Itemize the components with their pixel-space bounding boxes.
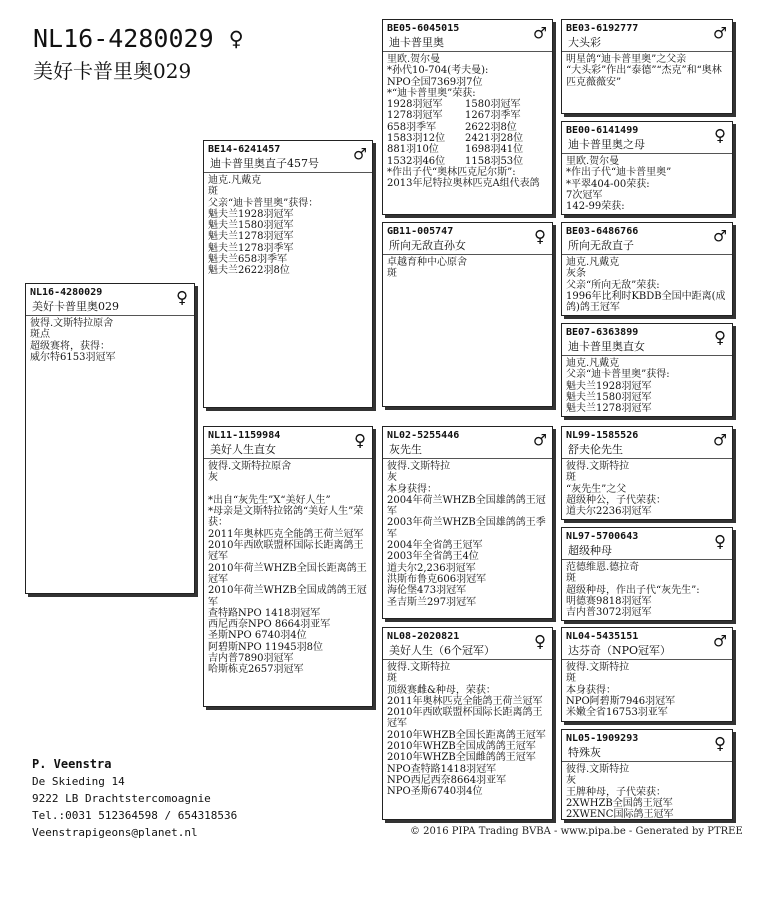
card-body [204, 459, 372, 678]
info-line: 威尔特6153羽冠军 [30, 351, 116, 363]
male-symbol-icon: ♂ [713, 629, 726, 653]
page-title-ring: NL16-4280029 ♀ [33, 24, 244, 53]
card-header [204, 427, 372, 459]
info-line: 西尼西奈NPO 8664羽亚军 [208, 619, 331, 631]
card-header [562, 324, 732, 356]
male-symbol-icon: ♂ [353, 142, 366, 166]
info-line: 洪斯布鲁克606羽冠军 [387, 573, 487, 585]
breeder-phone: Tel.:0031 512364598 / 654318536 [32, 809, 238, 822]
info-line: 2XWHZB全国鸽王冠军 [566, 797, 673, 809]
female-symbol-icon: ♀ [713, 325, 726, 349]
breeder-city: 9222 LB Drachtstercomoagnie [32, 792, 211, 805]
result-row [387, 99, 548, 110]
info-line: 吉内普3072羽冠军 [566, 607, 652, 619]
info-line: 2010年WHZB全国长距离鸽王冠军 [387, 729, 546, 741]
info-line: NPO全国7369羽7位 [387, 76, 483, 88]
pigeon-name: 舒夫伦先生 [568, 443, 623, 456]
info-line: 2003年全省鸽王4位 [387, 551, 479, 563]
info-line: 圣吉斯兰297羽冠军 [387, 596, 477, 608]
info-line: 彼得.文斯特拉原舍 [208, 461, 292, 472]
male-symbol-icon: ♂ [533, 21, 546, 45]
info-line: 斑 [387, 268, 397, 280]
breeder-name: P. Veenstra [32, 757, 112, 771]
footer-credit: © 2016 PIPA Trading BVBA - www.pipa.be - Generated by PTREE [410, 826, 743, 837]
card-body [562, 356, 732, 416]
info-line: 彼得.文斯特拉 [387, 461, 451, 472]
pigeon-name: 达芬奇（NPO冠军） [568, 644, 672, 657]
info-line: 2011年奥林匹克全能鸽王荷兰冠军 [387, 695, 543, 707]
info-line: 米嫩全省16753羽亚军 [566, 707, 668, 719]
info-line: 1996年比利时KBDB全国中距离(成鸽)鸽王冠军 [566, 290, 726, 314]
info-line: 迪克.凡戴克 [566, 257, 620, 268]
info-line: 彼得.文斯特拉 [566, 461, 630, 472]
info-line: 王牌种母，子代荣获： [566, 786, 666, 798]
info-line: 2XWENC国际鸽王冠军 [566, 809, 674, 820]
card-body [562, 459, 732, 519]
info-line: 里欧.贺尔曼 [566, 156, 620, 167]
info-line: 2004年全省鸽王冠军 [387, 540, 483, 552]
card-body [383, 255, 552, 282]
pedigree-card-sire-dam-sire[interactable] [561, 222, 733, 316]
info-line: 2004年荷兰WHZB全国雄鸽鸽王冠军 [387, 494, 546, 518]
info-line: 查特路NPO 1418羽冠军 [208, 607, 321, 619]
male-symbol-icon: ♂ [713, 224, 726, 248]
info-line: 魁夫兰1928羽冠军 [566, 380, 652, 392]
pigeon-name: 灰先生 [389, 443, 422, 456]
info-line: 哈斯栋克2657羽冠军 [208, 664, 304, 676]
info-line: 阿碧斯NPO 11945羽8位 [208, 641, 324, 653]
breeder-info [32, 756, 237, 841]
result-cell: 1928羽冠军 [387, 99, 443, 111]
info-line: 范德维恩.德拉奇 [566, 562, 640, 573]
card-body [562, 52, 732, 90]
pedigree-card-dam-dam-dam[interactable] [561, 729, 733, 820]
pedigree-card-sire[interactable] [203, 140, 373, 408]
info-line: 道夫尔2236羽冠军 [566, 506, 652, 518]
card-header [562, 730, 732, 762]
result-row [387, 133, 548, 144]
info-line: 超级种母，作出子代“灰先生”: [566, 584, 700, 596]
pigeon-name: 大头彩 [568, 36, 601, 49]
ring-number: NL08-2020821 [387, 631, 460, 642]
pigeon-name: 美好人生（6个冠军） [389, 644, 495, 657]
ring-number: NL11-1159984 [208, 430, 281, 441]
card-body [26, 316, 194, 365]
info-line: 魁夫兰1278羽冠军 [566, 403, 652, 415]
info-line: *作出子代“奥林匹克尼尔斯”: [387, 166, 516, 178]
pedigree-card-dam-sire[interactable] [382, 426, 553, 619]
info-line: *作出子代“迪卡普里奥” [566, 167, 672, 179]
male-symbol-icon: ♂ [533, 428, 546, 452]
pedigree-card-sire-sire[interactable] [382, 19, 553, 215]
info-line: 2010年西欧联盟杯国际长距离鸽王冠军 [208, 540, 364, 563]
pedigree-card-sire-sire-dam[interactable] [561, 121, 733, 215]
info-line: 明德赛9818羽冠军 [566, 595, 652, 607]
info-line: *“迪卡普里奥”荣获: [387, 87, 476, 99]
pigeon-name: 美好人生直女 [210, 443, 276, 456]
result-cell: 1278羽冠军 [387, 110, 443, 122]
info-line: 斑 [566, 573, 576, 585]
result-row [387, 110, 548, 121]
info-line: 父亲“所向无敌”荣获: [566, 279, 660, 291]
ring-number: NL05-1909293 [566, 733, 639, 744]
info-line: 本身获得： [387, 483, 437, 495]
info-line: 彼得.文斯特拉 [566, 662, 630, 673]
result-row [387, 144, 548, 155]
result-cell: 1580羽冠军 [465, 99, 521, 111]
pigeon-name: 迪卡普里奥 [389, 36, 444, 49]
pigeon-name: 所向无敌直孙女 [389, 239, 466, 252]
card-body [204, 173, 372, 279]
info-line: 本身获得： [566, 684, 616, 696]
info-line: 斑 [208, 186, 218, 198]
result-cell: 1158羽53位 [465, 155, 524, 167]
info-line: 斑 [566, 472, 576, 484]
info-line: “大头彩”作出“泰德”“杰克”和“奥林匹克薇薇安” [566, 65, 722, 88]
result-cell: 2421羽28位 [465, 133, 524, 145]
pedigree-card-sire-sire-sire[interactable] [561, 19, 733, 114]
pigeon-name: 所向无敌直子 [568, 239, 634, 252]
result-row [387, 156, 548, 167]
info-line: 魁夫兰2622羽8位 [208, 265, 290, 277]
card-header [383, 223, 552, 255]
info-line: 魁夫兰658羽季军 [208, 254, 288, 266]
card-header [383, 628, 552, 660]
female-symbol-icon: ♀ [175, 285, 188, 309]
card-body [383, 660, 552, 800]
pigeon-name: 迪卡普里奥之母 [568, 138, 645, 151]
card-header [562, 223, 732, 255]
female-symbol-icon: ♀ [533, 224, 546, 248]
ring-number: NL04-5435151 [566, 631, 639, 642]
result-row [387, 122, 548, 133]
card-body [562, 255, 732, 315]
info-line: 2010年荷兰WHZB全国成鸽鸽王冠军 [208, 585, 367, 608]
info-line: 灰 [566, 775, 576, 787]
card-header [204, 141, 372, 173]
card-header [383, 20, 552, 52]
card-header [383, 427, 552, 459]
info-line: 父亲“迪卡普里奥”获得： [208, 197, 319, 209]
card-header [562, 122, 732, 154]
info-line: 顶级赛雌&种母，荣获： [387, 684, 496, 696]
ring-number: BE03-6192777 [566, 23, 639, 34]
info-line: 道夫尔2,236羽冠军 [387, 562, 476, 574]
card-header [26, 284, 194, 316]
result-cell: 2622羽8位 [465, 121, 517, 133]
result-cell: 658羽季军 [387, 121, 437, 133]
pedigree-card-dam-sire-sire[interactable] [561, 426, 733, 520]
card-body [562, 762, 732, 820]
info-line: 魁夫兰1928羽冠军 [208, 208, 294, 220]
female-symbol-icon: ♀ [713, 123, 726, 147]
info-line: 海伦堡473羽冠军 [387, 585, 467, 597]
female-symbol-icon: ♀ [713, 529, 726, 553]
card-header [562, 427, 732, 459]
info-line: 超级赛将，获得： [30, 340, 110, 352]
breeder-email[interactable]: Veenstrapigeons@planet.nl [32, 826, 198, 839]
info-line: 灰条 [566, 268, 586, 280]
info-line: 圣斯NPO 6740羽4位 [208, 630, 307, 642]
result-cell: 1698羽41位 [465, 144, 524, 156]
info-line: NPO圣斯6740羽4位 [387, 786, 483, 798]
info-line: 迪克.凡戴克 [208, 175, 262, 186]
female-symbol-icon: ♀ [713, 731, 726, 755]
info-line: “灰先生”之父 [566, 483, 627, 495]
info-line: 迪克.凡戴克 [566, 358, 620, 369]
pedigree-card-dam[interactable] [203, 426, 373, 707]
breeder-address: De Skieding 14 [32, 775, 125, 788]
info-line: 吉内普7890羽冠军 [208, 653, 294, 665]
pigeon-name: 超级种母 [568, 544, 612, 557]
pedigree-card-dam-sire-dam[interactable] [561, 527, 733, 621]
info-line: 斑 [566, 673, 576, 685]
card-header [562, 20, 732, 52]
info-line: 彼得.文斯特拉 [387, 662, 451, 673]
info-line: 魁夫兰1278羽季军 [208, 242, 294, 254]
result-cell: 1583羽12位 [387, 133, 446, 145]
info-line: 里欧.贺尔曼 [387, 54, 441, 65]
result-cell: 1267羽季军 [465, 110, 521, 122]
ring-number: BE14-6241457 [208, 144, 281, 155]
card-header [562, 528, 732, 560]
info-line: 2013年尼特拉奥林匹克A组代表鸽 [387, 178, 540, 190]
info-line: 魁夫兰1580羽冠军 [566, 391, 652, 403]
info-line: 魁夫兰1580羽冠军 [208, 220, 294, 232]
ring-number: GB11-005747 [387, 226, 454, 237]
info-line: NPO西尼西奈8664羽亚军 [387, 774, 507, 786]
info-line: 142-99荣获: [566, 201, 625, 213]
info-line: 斑点 [30, 329, 50, 341]
info-line: 卓越育种中心原舍 [387, 257, 467, 268]
info-line: 明星鸽“迪卡普里奥”之父亲 [566, 54, 687, 65]
info-line: 父亲“迪卡普里奥”获得: [566, 369, 670, 381]
female-symbol-icon: ♀ [353, 428, 366, 452]
pedigree-card-sire-dam-dam[interactable] [561, 323, 733, 417]
pigeon-name: 迪卡普里奥直子457号 [210, 157, 319, 170]
ring-number: BE00-6141499 [566, 125, 639, 136]
ring-number: NL16-4280029 [30, 287, 103, 298]
female-symbol-icon: ♀ [533, 629, 546, 653]
info-line: 斑 [387, 673, 397, 685]
female-symbol-icon: ♀ [228, 24, 244, 53]
ring-number: NL02-5255446 [387, 430, 460, 441]
pedigree-card-sire-dam[interactable] [382, 222, 553, 407]
info-line: 魁夫兰1278羽冠军 [208, 231, 294, 243]
info-line [208, 484, 368, 495]
info-line: *出自“灰先生”X“美好人生” [208, 494, 331, 506]
pigeon-name: 特殊灰 [568, 746, 601, 759]
ring-number: BE07-6363899 [566, 327, 639, 338]
male-symbol-icon: ♂ [713, 21, 726, 45]
info-line: 7次冠军 [566, 189, 603, 201]
info-line: *母亲是文斯特拉铭鸽“美好人生”荣获： [208, 506, 364, 529]
info-line: 灰 [387, 472, 397, 484]
info-line: 2011年奥林匹克全能鸽王荷兰冠军 [208, 528, 364, 540]
info-line: NPO查特路1418羽冠军 [387, 763, 497, 775]
info-line: 2010年WHZB全国成鸽鸽王冠军 [387, 741, 536, 753]
card-body [562, 560, 732, 620]
info-line: 超级种公，子代荣获： [566, 494, 666, 506]
result-cell: 881羽10位 [387, 144, 439, 156]
info-line: 彼得.文斯特拉原舍 [30, 318, 114, 329]
ring-number: NL99-1585526 [566, 430, 639, 441]
pedigree-card-dam-dam[interactable] [382, 627, 553, 820]
result-cell: 1532羽46位 [387, 155, 446, 167]
ring-number: BE03-6486766 [566, 226, 639, 237]
card-body [383, 52, 552, 192]
pedigree-card-dam-dam-sire[interactable] [561, 627, 733, 722]
ring-number: NL97-5700643 [566, 531, 639, 542]
card-body [562, 660, 732, 720]
card-body [383, 459, 552, 610]
ring-number: BE05-6045015 [387, 23, 460, 34]
pigeon-name: 美好卡普里奥029 [32, 300, 119, 313]
info-line: *孙代10-704(考夫曼): [387, 65, 489, 77]
pigeon-name: 迪卡普里奥直女 [568, 340, 645, 353]
male-symbol-icon: ♂ [713, 428, 726, 452]
info-line: 2010年WHZB全国雌鸽鸽王冠军 [387, 752, 536, 764]
info-line: 2003年荷兰WHZB全国雄鸽鸽王季军 [387, 517, 546, 540]
info-line: 2010年西欧联盟杯国际长距离鸽王冠军 [387, 707, 543, 730]
card-body [562, 154, 732, 214]
info-line: 灰 [208, 472, 218, 484]
info-line: *平翠404-00荣获: [566, 178, 650, 190]
page-title-name: 美好卡普里奥029 [33, 59, 192, 83]
info-line: NPO阿碧斯7946羽冠军 [566, 695, 676, 707]
card-header [562, 628, 732, 660]
info-line: 彼得.文斯特拉 [566, 764, 630, 775]
info-line: 2010年荷兰WHZB全国长距离鸽王冠军 [208, 562, 367, 585]
pedigree-card-subject[interactable] [25, 283, 195, 594]
